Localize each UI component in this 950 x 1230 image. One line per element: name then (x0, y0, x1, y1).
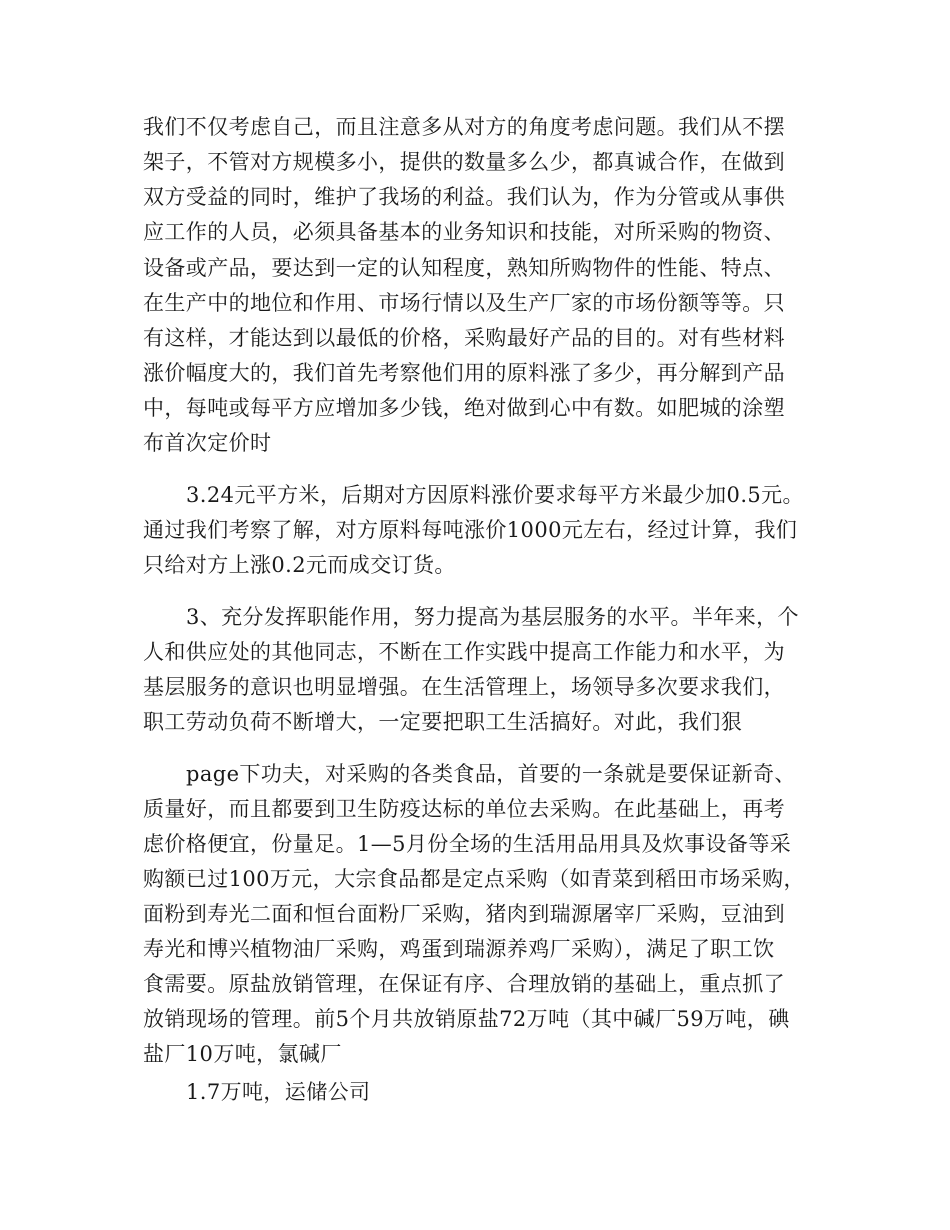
paragraph-line: 寿光和博兴植物油厂采购，鸡蛋到瑞源养鸡厂采购），满足了职工饮 (143, 937, 775, 961)
paragraph-line: 在生产中的地位和作用、市场行情以及生产厂家的市场份额等等。只 (143, 291, 785, 315)
paragraph-line: 基层服务的意识也明显增强。在生活管理上，场领导多次要求我们， (143, 675, 785, 699)
paragraph-line: 1.7万吨，运储公司 (186, 1080, 371, 1104)
paragraph-line: 盐厂10万吨，氯碱厂 (143, 1042, 342, 1066)
paragraph-line: 面粉到寿光二面和恒台面粉厂采购，猪肉到瑞源屠宰厂采购，豆油到 (143, 902, 785, 926)
paragraph-line: 布首次定价时 (143, 431, 272, 455)
paragraph-line: 3、充分发挥职能作用，努力提高为基层服务的水平。半年来，个 (186, 605, 799, 629)
paragraph-line: 职工劳动负荷不断增大，一定要把职工生活搞好。对此，我们狠 (143, 710, 743, 734)
paragraph-line: 中，每吨或每平方应增加多少钱，绝对做到心中有数。如肥城的涂塑 (143, 396, 785, 420)
paragraph-line: 架子，不管对方规模多小，提供的数量多么少，都真诚合作，在做到 (143, 150, 785, 174)
paragraph-line: 购额已过100万元，大宗食品都是定点采购（如青菜到稻田市场采购， (143, 867, 805, 891)
paragraph-line: 虑价格便宜，份量足。1—5月份全场的生活用品用具及炊事设备等采 (143, 832, 792, 856)
paragraph-line: 应工作的人员，必须具备基本的业务知识和技能，对所采购的物资、 (143, 220, 785, 244)
paragraph-line: 双方受益的同时，维护了我场的利益。我们认为，作为分管或从事供 (143, 185, 785, 209)
paragraph-line: 3.24元平方米，后期对方因原料涨价要求每平方米最少加0.5元。 (186, 483, 804, 507)
paragraph-line: page下功夫，对采购的各类食品，首要的一条就是要保证新奇、 (186, 762, 796, 786)
paragraph-line: 有这样，才能达到以最低的价格，采购最好产品的目的。对有些材料 (143, 326, 785, 350)
paragraph-line: 只给对方上涨0.2元而成交订货。 (143, 553, 456, 577)
paragraph-line: 放销现场的管理。前5个月共放销原盐72万吨（其中碱厂59万吨，碘 (143, 1007, 790, 1031)
paragraph-line: 涨价幅度大的，我们首先考察他们用的原料涨了多少，再分解到产品 (143, 361, 785, 385)
paragraph-line: 我们不仅考虑自己，而且注意多从对方的角度考虑问题。我们从不摆 (143, 115, 785, 139)
paragraph-line: 人和供应处的其他同志，不断在工作实践中提高工作能力和水平，为 (143, 640, 785, 664)
paragraph-line: 食需要。原盐放销管理，在保证有序、合理放销的基础上，重点抓了 (143, 972, 785, 996)
paragraph-line: 设备或产品，要达到一定的认知程度，熟知所购物件的性能、特点、 (143, 256, 785, 280)
paragraph-line: 通过我们考察了解，对方原料每吨涨价1000元左右，经过计算，我们 (143, 518, 798, 542)
paragraph-line: 质量好，而且都要到卫生防疫达标的单位去采购。在此基础上，再考 (143, 797, 785, 821)
